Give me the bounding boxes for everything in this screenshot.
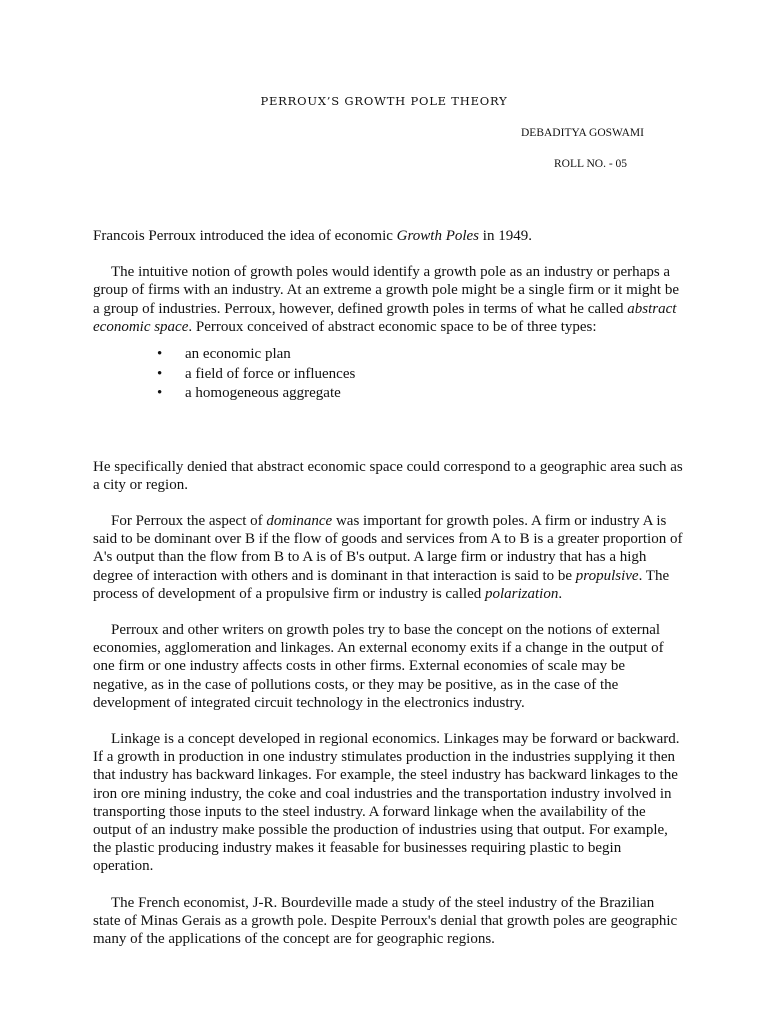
author-name: DEBADITYA GOSWAMI (521, 127, 644, 139)
term-polarization: polarization (485, 585, 559, 602)
paragraph-denial: He specifically denied that abstract economic space could correspond to a geographic area such as a city or region. (93, 458, 683, 493)
bullet-icon: • (157, 346, 163, 363)
paragraph-brazil-study: The French economist, J-R. Bourdeville made a study of the steel industry of the Brazilian state of Minas Gerais as a growth pole. Despite Perroux's denial that growth poles are geographic many of the applications of the concept are for geographic regions. (93, 894, 678, 947)
paragraph-external-economies: Perroux and other writers on growth poles try to base the concept on the notions of external economies, agglomeration and linkages. An external economy exits if a change in the output of one firm or one industry affects costs in other firms. External economies of scale may be negative, as in the case of pollutions costs, or they may be positive, as in the case of the development of integrated circuit technology in the electronics industry. (93, 621, 664, 711)
paragraph-linkages: Linkage is a concept developed in regional economics. Linkages may be forward or backward. If a growth in production in one industry stimulates production in the industries supplying it then that industry has backward linkages. For example, the steel industry has backward linkages to the iron ore mining industry, the coke and coal industries and the transportation industry involved in transporting those inputs to the steel industry. A forward linkage when the availability of the output of an industry make possible the production of industries using that output. For example, the plastic producing industry makes it feasable for businesses requiring plastic to begin operation. (93, 730, 680, 875)
roll-number: ROLL NO. - 05 (554, 158, 628, 170)
paragraph-dominance: For Perroux the aspect of dominance was important for growth poles. A firm or industry A is said to be dominant over B if the flow of goods and services from A to B is a greater proportion of A's output than the flow from B to A is of B's output. A large firm or industry that has a high degree of interaction with others and is dominant in that interaction is said to be propulsive. The process of development of a propulsive firm or industry is called polarization. (93, 512, 683, 602)
list-item: • a field of force or influences (157, 365, 356, 382)
list-item: • a homogeneous aggregate (157, 385, 341, 402)
document-title: PERROUX’S GROWTH POLE THEORY (260, 94, 508, 108)
term-abstract-economic-space: abstract economic space (93, 300, 677, 335)
intro-paragraph: Francois Perroux introduced the idea of economic Growth Poles in 1949. (93, 228, 532, 244)
paragraph-growth-poles: The intuitive notion of growth poles would identify a growth pole as an industry or perhaps a group of firms with an industry. At an extreme a growth pole might be a single firm or it might be a group of industries. Perroux, however, defined growth poles in terms of what he called abstract economic space. Perroux conceived of abstract economic space to be of three types: (93, 264, 679, 335)
bullet-icon: • (157, 385, 163, 402)
list-item: • an economic plan (157, 346, 291, 363)
term-dominance: dominance (266, 512, 333, 529)
document-body (93, 227, 683, 966)
space-types-list (93, 345, 683, 404)
term-growth-poles: Growth Poles (396, 228, 480, 244)
bullet-icon: • (157, 365, 163, 382)
term-propulsive: propulsive (575, 567, 639, 584)
